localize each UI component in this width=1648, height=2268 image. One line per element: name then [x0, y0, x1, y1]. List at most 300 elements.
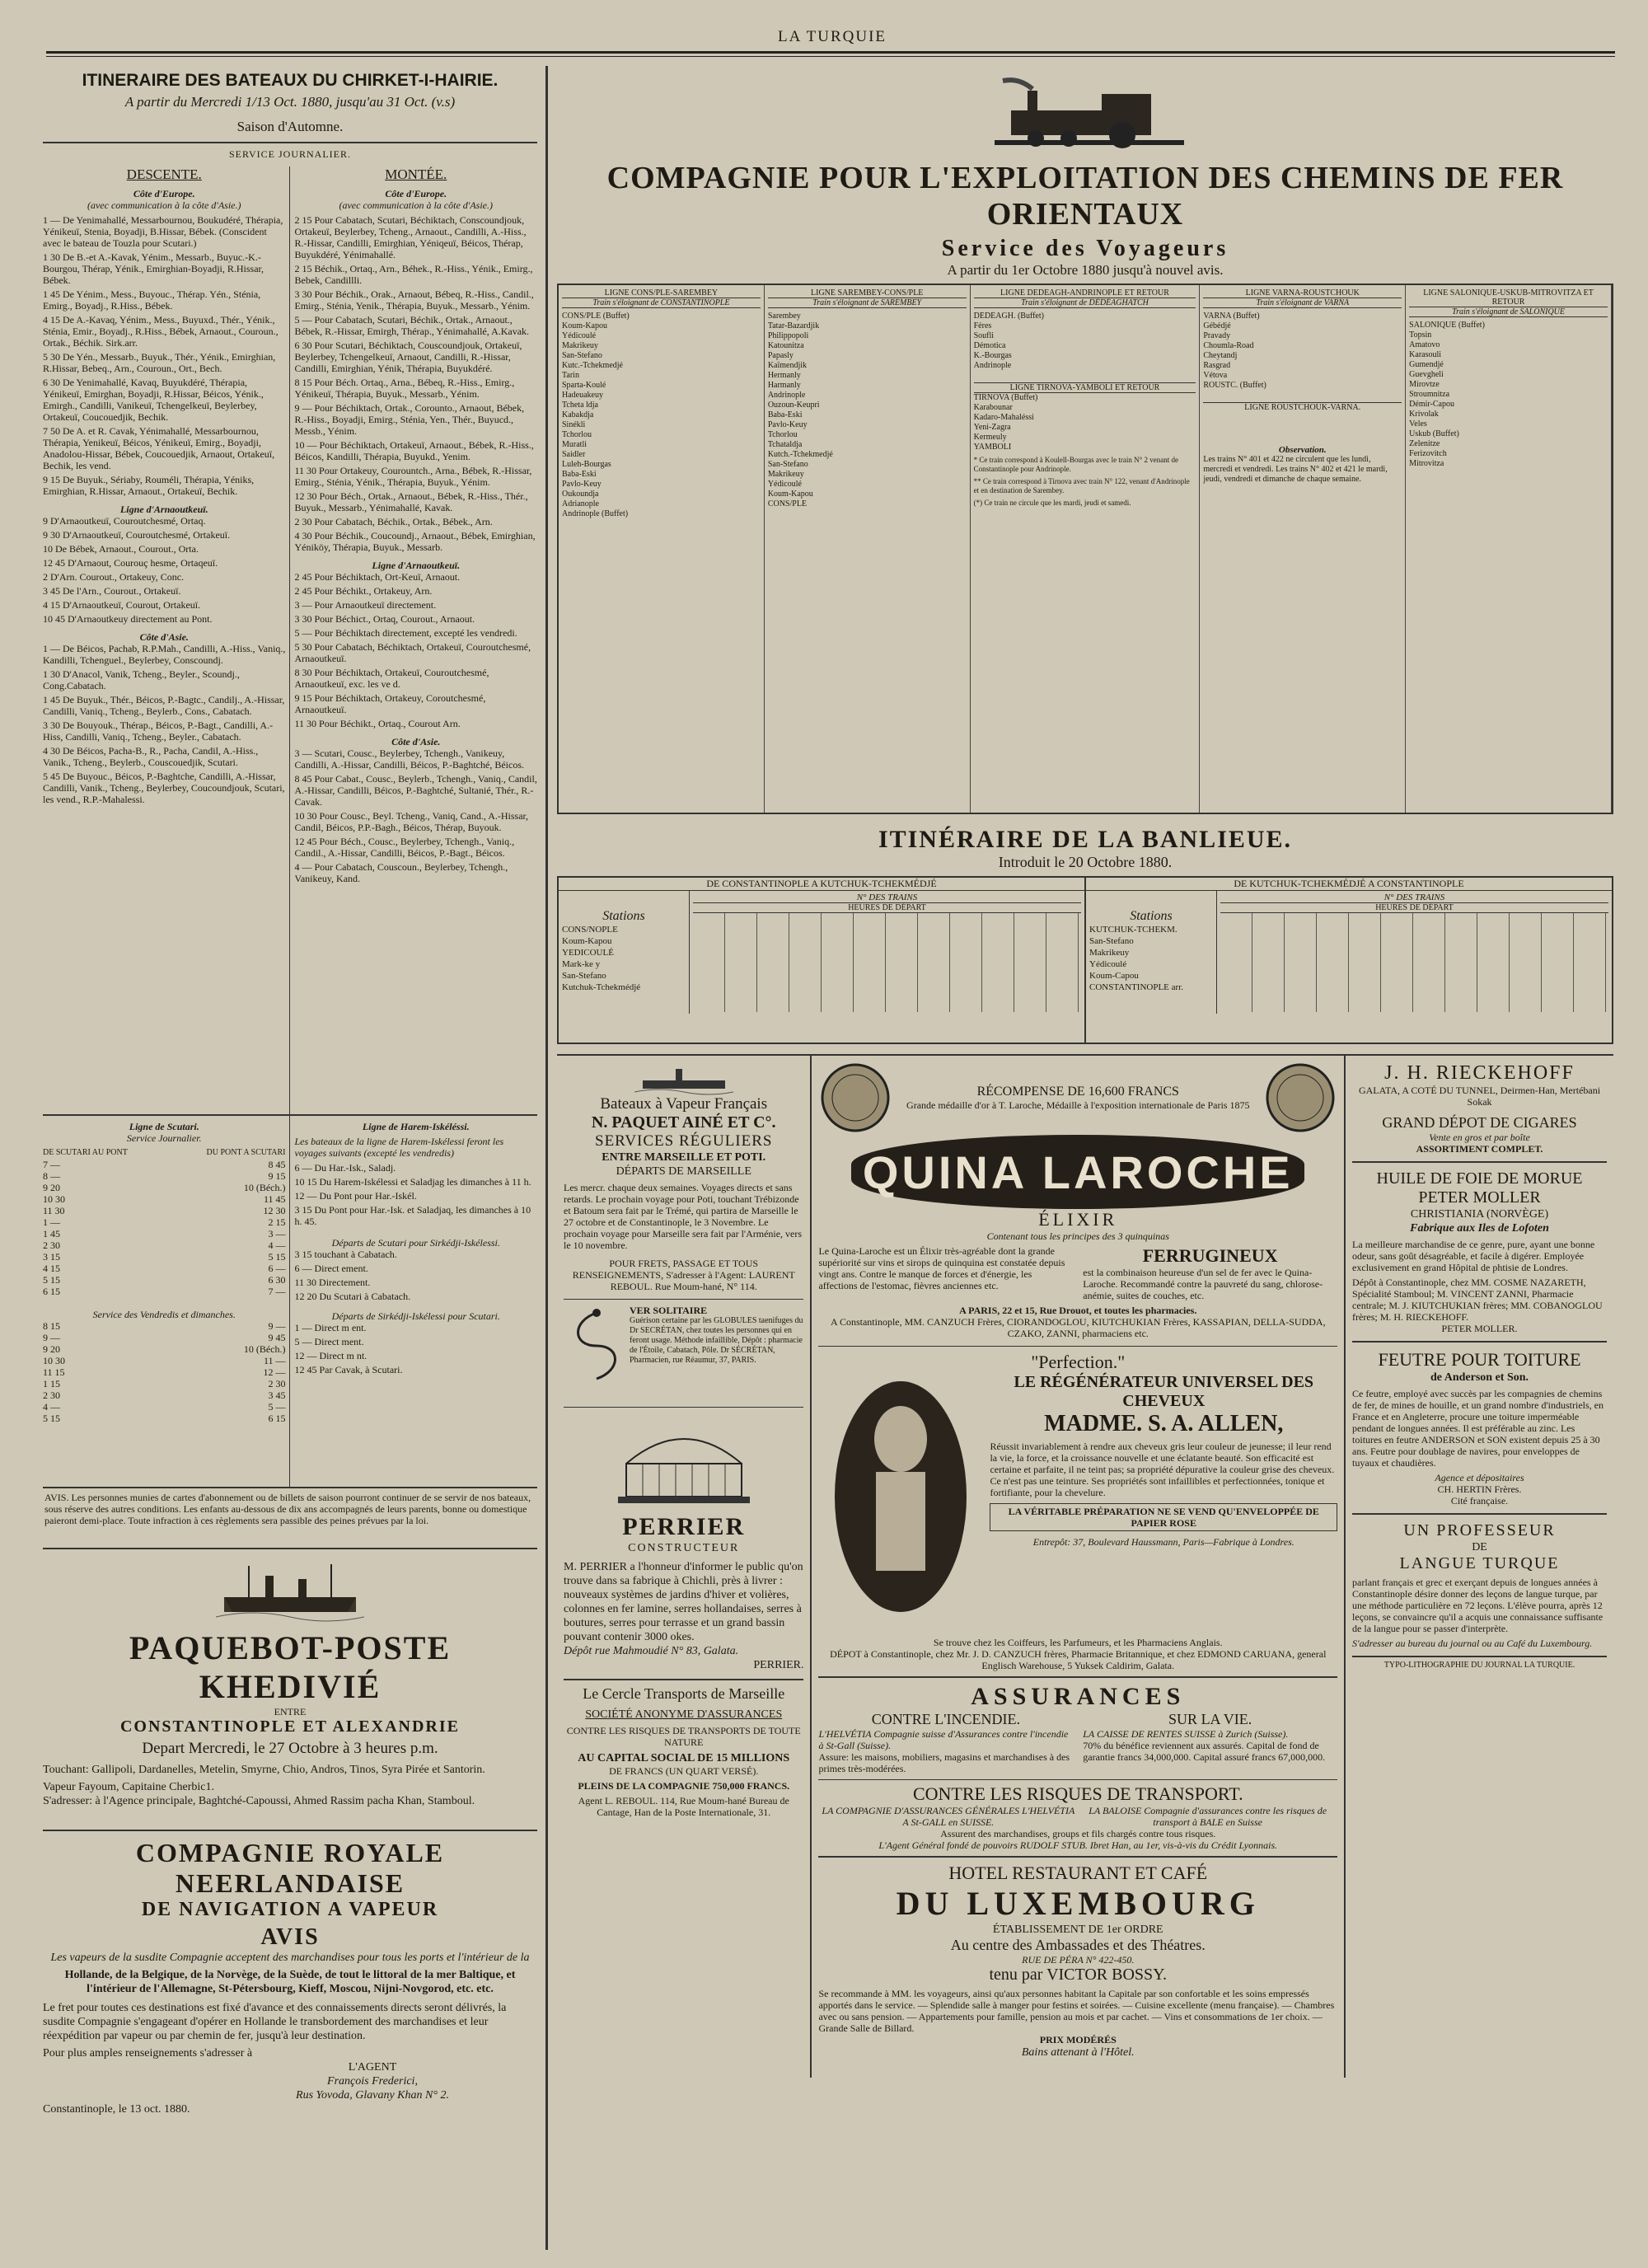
- schedule-entry: 12 — Du Pont pour Har.-Iskél.: [294, 1190, 417, 1202]
- table-cell: 8 15: [43, 1320, 60, 1332]
- table-cell: 5 —: [268, 1401, 286, 1413]
- rail-note: (*) Ce train ne circule que les mardi, jeudi et samedi.: [973, 499, 1131, 507]
- rail-station: Ouzoun-Keupri: [767, 401, 820, 410]
- rail-station: Yédicoulé: [562, 331, 597, 340]
- paquet-title4: ENTRE MARSEILLE ET POTI.: [602, 1151, 766, 1164]
- assur-vie: SUR LA VIE.: [1168, 1711, 1252, 1727]
- neer-text2: Hollande, de la Belgique, de la Norvège, de la Suède, de tout le littoral de la mer Baltique, et l'intérieur de l'Allemagne, St-Pétersbourg, Kieff, Moscou, Nijni-Novgorod, etc. etc.: [64, 1969, 516, 1995]
- schedule-entry: 9 15 De Buyuk., Sériaby, Rouméli, Thérapia, Yéniks, Emirghian, R.Hissar, Arnaout., Ortakeuï, Bechik.: [43, 474, 255, 497]
- banlieue-trains: N° DES TRAINS: [693, 893, 1081, 903]
- rail-station: Karasouli: [1409, 350, 1442, 359]
- schedule-entry: 3 15 Du Pont pour Har.-Isk. et Saladjaq, les dimanches à 10 h. 45.: [294, 1204, 531, 1227]
- schedule-entry: 8 30 Pour Béchiktach, Ortakeuï, Couroutchesmé, Arnaoutkeuï, exc. les ve d.: [294, 667, 489, 690]
- hotel-text: Se recommande à MM. les voyageurs, ainsi qu'aux personnes habitant la Capitale par son confortable et les soins empressés apportés dans le service. — Splendide salle à manger pour festins et soirées. — Cuisine excellente (menu française). — Chambres avec ou sans pension. — Appartements pour famille, pension au mois et par cachet. — Vins et consommations de 1er choix. — Grande Salle de Billard.: [818, 1988, 1335, 2034]
- rail-station: Gumendjé: [1409, 360, 1444, 369]
- schedule-entry: 12 45 D'Arnaout, Courouç hesme, Ortaqeuï.: [43, 557, 218, 569]
- column-divider: [545, 66, 548, 2250]
- woman-portrait-illustration-icon: [818, 1373, 983, 1628]
- rail-station: Uskub (Buffet): [1409, 429, 1459, 438]
- table-cell: 11 30: [43, 1205, 65, 1216]
- khedivie-ad: [43, 1558, 537, 1830]
- table-row: [43, 1332, 286, 1343]
- schedule-entry: 9 — Pour Béchiktach, Ortak., Corounto., Arnaout, Bébek, R.-Hiss., Boyadji, Emirg., Sténia, Yen., Thér., Buyucd., Messb., Yénim.: [294, 402, 525, 437]
- rail-station: San-Stefano: [562, 351, 602, 360]
- rail-station: Amatovo: [1409, 340, 1440, 349]
- schedule-entry: 2 45 Pour Béchikt., Ortakeuy, Arn.: [294, 585, 433, 597]
- table-cell: 6 15: [43, 1286, 60, 1297]
- steamer-icon: [634, 1062, 733, 1095]
- rail-station: Pavlo-Keuy: [562, 480, 602, 489]
- neerlandaise-ad: [43, 1838, 537, 2116]
- schedule-entry: 3 — Pour Arnaoutkeuï directement.: [294, 599, 437, 611]
- schedule-entry: 1 — Direct m ent.: [294, 1322, 367, 1333]
- right-column: [557, 66, 1613, 2258]
- rail-station: Kutch.-Tchekmedjé: [767, 450, 833, 459]
- perrier-title: PERRIER: [622, 1513, 746, 1540]
- m-asie-title: Côte d'Asie.: [391, 736, 441, 747]
- rail-station: Soufli: [973, 331, 995, 340]
- rail-station: Hermanly: [767, 371, 801, 380]
- quina-paris: A PARIS, 22 et 15, Rue Drouot, et toutes les pharmacies.: [959, 1305, 1197, 1316]
- rail-station: Andrinople: [973, 361, 1012, 370]
- assur-title: ASSURANCES: [971, 1683, 1186, 1710]
- rail-line-column: [1406, 285, 1612, 813]
- m-cote-europe-title: Côte d'Europe.: [385, 188, 447, 199]
- rail-station: Yédicoulé: [767, 480, 802, 489]
- rail-station: Démir-Capou: [1409, 400, 1454, 409]
- rail-station: Krivolak: [1409, 410, 1439, 419]
- rsv-title: LIGNE ROUSTCHOUK-VARNA.: [1203, 402, 1402, 412]
- vendredi-title: Service des Vendredis et dimanches.: [92, 1309, 236, 1320]
- schedule-entry: 5 30 De Yén., Messarb., Buyuk., Thér., Yénik., Emirghian, R.Hissar, Bebeq., Arn., Couroun., Ort., Bech.: [43, 351, 276, 374]
- harem-list: [295, 1162, 538, 1227]
- hotel-bains: Bains attenant à l'Hôtel.: [1021, 2046, 1135, 2059]
- schedule-entry: 4 30 Pour Béchik., Coucoundj., Arnaout., Bébek, Emirghian, Yéniköy, Thérapia, Buyuk., Messarb.: [294, 530, 536, 553]
- schedule-entry: 2 45 Pour Béchiktach, Ort-Keuï, Arnaout.: [294, 571, 461, 583]
- rail-station: Oukoundja: [562, 490, 599, 499]
- schedule-entry: 5 30 Pour Cabatach, Béchiktach, Ortakeuï, Couroutchesmé, Arnaoutkeuï.: [294, 641, 531, 664]
- rail-line-title: LIGNE SALONIQUE-USKUB-MITROVITZA ET RETOUR: [1409, 288, 1608, 307]
- quina-contenant: Contenant tous les principes des 3 quinquinas: [986, 1230, 1169, 1242]
- banlieue-station: Kutchuk-Tchekmédjé: [562, 982, 641, 992]
- allen-name: MADME. S. A. ALLEN,: [1044, 1411, 1284, 1436]
- table-row: [43, 1239, 286, 1251]
- feutre-agent: CH. HERTIN Frères.: [1437, 1483, 1522, 1495]
- rail-station: Saidler: [562, 450, 586, 459]
- table-row: [43, 1378, 286, 1389]
- greenhouse-illustration-icon: [610, 1414, 758, 1513]
- banlieue-station: San-Stefano: [562, 971, 606, 981]
- ads-col-a: [557, 1056, 812, 2078]
- rail-title: COMPAGNIE POUR L'EXPLOITATION DES CHEMINS DE FER ORIENTAUX: [606, 161, 1564, 232]
- left-column: [43, 66, 537, 2258]
- risques-title: CONTRE LES RISQUES DE TRANSPORT.: [912, 1783, 1243, 1804]
- quina-right: est la combinaison heureuse d'un sel de fer avec le Quina-Laroche. Recommandé contre la pauvreté du sang, chlorose-anémie, suites de couches, etc.: [1083, 1267, 1323, 1301]
- rail-station: TIRNOVA (Buffet): [973, 393, 1038, 402]
- table-cell: 3 15: [43, 1251, 60, 1263]
- table-row: [43, 1355, 286, 1366]
- rail-station: San-Stefano: [767, 460, 808, 469]
- table-cell: 8 —: [43, 1170, 60, 1182]
- huile-text: La meilleure marchandise de ce genre, pure, ayant une bonne odeur, sans goût désagréable, et facile à digérer. Employée exclusivement en grand Hôpital de phtisie de Londres.: [1352, 1239, 1595, 1273]
- table-row: [43, 1320, 286, 1332]
- harem-title: Ligne de Harem-Iskéléssi.: [362, 1121, 470, 1132]
- schedule-entry: 6 30 Pour Scutari, Béchiktach, Couscoundjouk, Ortakeuï, Beylerbey, Tchengelkeuï, Arnaout, Candilli, R.-Hissar, Candilli, Emirghian, Yénik, Thérapia, Buyukdéré.: [294, 340, 522, 374]
- rail-station: Harmanly: [767, 381, 801, 390]
- rail-line-header: Train s'éloignant de SALONIQUE: [1409, 307, 1608, 317]
- allen-depot: DÉPOT à Constantinople, chez Mr. J. D. CANZUCH frères, Pharmacie Britannique, et chez EDMOND CARUANA, general Englisch Warehouse, 5 Yuksek Caldirim, Galata.: [830, 1648, 1327, 1671]
- schedule-entry: 8 45 Pour Cabat., Cousc., Beylerb., Tchengh., Vaniq., Candil, A.-Hissar, Candilli, Béicos, P.-Baghtché, Sultanié, Thér., R.-Cavak.: [294, 773, 537, 808]
- quina-banner: [851, 1135, 1304, 1209]
- rail-note: * Ce train correspond à Koulell-Bourgas avec le train N° 2 venant de Constantinople pour Andrinople.: [973, 456, 1178, 473]
- rail-station: Tarin: [562, 371, 579, 380]
- risques-right: LA BALOISE Compagnie d'assurances contre les risques de transport à BALE en Suisse: [1089, 1805, 1327, 1828]
- table-row: [43, 1193, 286, 1205]
- quina-header: [818, 1061, 1337, 1135]
- asie-list: [43, 643, 286, 805]
- schedule-entry: 3 30 De Bouyouk., Thérap., Béicos, P.-Bagt., Candilli, A.-Hiss, Candilli, Vaniq., Tcheng., Beyler., Cabatach.: [43, 719, 274, 743]
- sirkedji2-title: Départs de Sirkédji-Iskélessi pour Scutari.: [331, 1310, 500, 1322]
- rail-station: Kutc.-Tchekmedjé: [562, 361, 623, 370]
- hotel-rang: ÉTABLISSEMENT DE 1er ORDRE: [992, 1924, 1163, 1936]
- risques-left: LA COMPAGNIE D'ASSURANCES GÉNÉRALES L'HELVÉTIA A St-GALL en SUISSE.: [822, 1805, 1075, 1828]
- huile-sign: PETER MOLLER.: [1441, 1323, 1518, 1334]
- schedule-entry: 11 30 Pour Ortakeuy, Courountch., Arna., Bébek, R.-Hissar, Emirg., Sténia, Yénik., Thérapia, Buyuk., Yénim.: [294, 465, 532, 488]
- table-cell: 11 15: [43, 1366, 65, 1378]
- sirkedji2-list: [295, 1322, 538, 1375]
- banlieue-heures: HEURES DE DÉPART: [1220, 903, 1608, 913]
- table-cell: 6 30: [268, 1274, 286, 1286]
- rail-line-column: [559, 285, 765, 813]
- schedule-entry: 12 — Direct m nt.: [294, 1350, 368, 1361]
- typo-credit: TYPO-LITHOGRAPHIE DU JOURNAL LA TURQUIE.: [1383, 1661, 1575, 1670]
- schedule-entry: 3 45 De l'Arn., Courout., Ortakeuï.: [43, 585, 181, 597]
- rail-station: Sparta-Koulé: [562, 381, 606, 390]
- rail-station: Baba-Eski: [562, 470, 597, 479]
- table-cell: 10 (Béch.): [243, 1182, 286, 1193]
- rieck-addr: GALATA, A COTÉ DU TUNNEL, Deirmen-Han, Mertébani Sokak: [1358, 1085, 1601, 1108]
- rail-timetable: [557, 284, 1613, 814]
- table-cell: 9 20: [43, 1182, 60, 1193]
- huile-name: PETER MOLLER: [1418, 1188, 1541, 1207]
- allen-body: [818, 1373, 1337, 1637]
- table-cell: 8 45: [268, 1159, 286, 1170]
- table-cell: 11 —: [263, 1355, 286, 1366]
- perrier-subtitle: CONSTRUCTEUR: [628, 1542, 740, 1554]
- rail-station: CONS/PLE (Buffet): [562, 312, 630, 321]
- schedule-entry: 4 30 De Béicos, Pacha-B., R., Pacha, Candil, A.-Hiss., Vanik., Tcheng., Beylerb., Couscouedjik, Scutari.: [43, 745, 259, 768]
- schedule-entry: 1 30 De B.-et A.-Kavak, Yénim., Messarb., Buyuc.-K.-Bourgou, Thérap, Yénik., Emirghian-Boyadji, R.Hissar, Bébek.: [43, 251, 265, 286]
- schedule-entry: 6 — Direct ement.: [294, 1263, 368, 1274]
- rail-station: Démotica: [973, 341, 1006, 350]
- banlieue-station: Koum-Kapou: [562, 936, 612, 946]
- table-row: [43, 1182, 286, 1193]
- quina-body: [818, 1245, 1337, 1301]
- rail-station: Luleh-Bourgas: [562, 460, 611, 469]
- table-row: [43, 1228, 286, 1239]
- khedivie-depart: Depart Mercredi, le 27 Octobre à 3 heures p.m.: [142, 1740, 438, 1757]
- schedule-entry: 1 45 De Buyuk., Thér., Béicos, P.-Bagtc., Candilj., A.-Hissar, Candilli, Vaniq., Tcheng., Beylerb., Cons., Cabatach.: [43, 694, 285, 717]
- feutre-cite: Cité française.: [1450, 1495, 1509, 1507]
- quina-reward: RÉCOMPENSE DE 16,600 FRANCS: [976, 1085, 1179, 1099]
- schedule-entry: 3 — Scutari, Cousc., Beylerbey, Tchengh., Vanikeuy, Candilli, A.-Hissar, Candilli, Béicos, P.-Baghtché, Béicos.: [294, 747, 524, 771]
- montee-note: (avec communication à la côte d'Asie.): [339, 199, 493, 211]
- itinerary-subtitle: A partir du Mercredi 1/13 Oct. 1880, jusqu'au 31 Oct. (v.s): [124, 94, 456, 110]
- quina-elixir: ÉLIXIR: [1038, 1209, 1118, 1230]
- neer-subtitle: DE NAVIGATION A VAPEUR: [141, 1899, 439, 1920]
- hotel-centre: Au centre des Ambassades et des Théatres.: [950, 1937, 1206, 1953]
- rail-line-header: Train s'éloignant de DÉDÉAGHATCH: [974, 298, 1196, 308]
- tirnova-title: LIGNE TIRNOVA-YAMBOLI ET RETOUR: [974, 382, 1196, 393]
- khedivie-vapeur: Vapeur Fayoum, Capitaine Cherbic1.: [43, 1781, 215, 1793]
- table-row: [43, 1216, 286, 1228]
- schedule-entry: 9 30 D'Arnaoutkeuï, Couroutchesmé, Ortakeuï.: [43, 529, 231, 541]
- neer-text3: Le fret pour toutes ces destinations est fixé d'avance et des connaissements directs seront délivrés, la susdite Compagnie s'engageant d'opérer en Hollande le transbordement des marchandises et leur réexpédition par vapeur ou par chemin de fer, jusqu'à leur destination.: [43, 2002, 507, 2042]
- schedule-entry: 12 30 Pour Béch., Ortak., Arnaout., Bébek, R.-Hiss., Thér., Buyuk., Messarb., Yénimahallé, Kavak.: [294, 490, 528, 513]
- banlieue-station: CONSTANTINOPLE arr.: [1089, 982, 1183, 992]
- rail-line-title: LIGNE DEDEAGH-ANDRINOPLE ET RETOUR: [974, 288, 1196, 298]
- cercle-subtitle: SOCIÉTÉ ANONYME D'ASSURANCES: [585, 1708, 783, 1721]
- schedule-entry: 1 — De Yenimahallé, Messarbournou, Boukudéré, Thérapia, Yénikeuï, Stenia, Boyadji, B.Hissar, Bébek. (Conscident avec le bateau de Touzla pour Scutari.): [43, 214, 283, 249]
- assur-body: [818, 1711, 1337, 1774]
- rail-station: Papasly: [767, 351, 794, 360]
- schedule-entry: 9 15 Pour Béchiktach, Ortakeuy, Coroutchesmé, Arnaoutkeuï.: [294, 692, 486, 715]
- ads-col-c: [1346, 1056, 1613, 2078]
- ver-title: VER SOLITAIRE: [630, 1305, 708, 1316]
- rail-station: Féres: [973, 321, 992, 330]
- service-label: SERVICE JOURNALIER.: [228, 148, 352, 160]
- sirkedji-title: Départs de Scutari pour Sirkédji-Iskélessi.: [331, 1237, 500, 1249]
- banlieue-header: DE KUTCHUK-TCHEKMÉDJÉ A CONSTANTINOPLE: [1086, 878, 1612, 891]
- hotel-prix: PRIX MODÉRÉS: [1039, 2034, 1117, 2045]
- perrier-sign: PERRIER.: [753, 1659, 804, 1671]
- table-cell: 7 —: [268, 1286, 286, 1297]
- rail-line-title: LIGNE CONS/PLE-SAREMBEY: [562, 288, 761, 298]
- allen-coif: Se trouve chez les Coiffeurs, les Parfumeurs, et les Pharmaciens Anglais.: [933, 1637, 1223, 1648]
- rail-station: Gébédjé: [1203, 321, 1231, 330]
- rail-station: CONS/PLE: [767, 499, 808, 508]
- quina-ferr: FERRUGINEUX: [1142, 1245, 1278, 1266]
- arnaout-title: Ligne d'Arnaoutkeuï.: [119, 504, 208, 515]
- neer-avis: AVIS: [260, 1924, 320, 1950]
- m-arnaout-list: [295, 571, 538, 729]
- rail-station: Stroumnitza: [1409, 390, 1450, 399]
- rail-station: Baba-Eski: [767, 410, 803, 419]
- schedule-entry: 9 D'Arnaoutkeuï, Couroutchesmé, Ortaq.: [43, 515, 206, 527]
- banlieue-table: [557, 876, 1613, 1044]
- rail-station: Zelenitze: [1409, 439, 1440, 448]
- assur-helv: L'HELVÉTIA Compagnie suisse d'Assurances contre l'incendie à St-Gall (Suisse).: [818, 1728, 1069, 1751]
- arnaout-list: [43, 515, 286, 625]
- feutre-subtitle: de Anderson et Son.: [1430, 1371, 1529, 1384]
- banlieue-header: DE CONSTANTINOPLE A KUTCHUK-TCHEKMÉDJÉ: [559, 878, 1084, 891]
- schedule-entry: 5 — Pour Béchiktach directement, excepté les vendredi.: [294, 627, 517, 639]
- table-cell: 5 15: [43, 1413, 60, 1424]
- stations-label: Stations: [602, 909, 645, 923]
- schedule-entry: 11 30 Pour Béchikt., Ortaq., Courout Arn.: [294, 718, 461, 729]
- rail-station: Tchataldja: [767, 440, 803, 449]
- scutari-subtitle: Service Journalier.: [126, 1132, 202, 1144]
- table-row: [43, 1413, 286, 1424]
- rail-station: Kermeuly: [973, 433, 1007, 442]
- banlieue-station: YEDICOULÉ: [562, 948, 614, 958]
- risques-agent: L'Agent Général fondé de pouvoirs RUDOLF STUB. Ibret Han, au 1er, vis-à-vis du Crédit Lyonnais.: [878, 1839, 1278, 1851]
- scutari-hdr-2: DU PONT A SCUTARI: [206, 1148, 286, 1157]
- banlieue-right: [1086, 878, 1612, 1043]
- table-cell: 6 —: [268, 1263, 286, 1274]
- table-cell: 11 45: [263, 1193, 286, 1205]
- rail-line-title: LIGNE SAREMBEY-CONS/PLE: [768, 288, 967, 298]
- rail-station: Rasgrad: [1203, 361, 1231, 370]
- table-cell: 7 —: [43, 1159, 60, 1170]
- banlieue-left: [559, 878, 1086, 1043]
- table-cell: 12 —: [263, 1366, 286, 1378]
- rail-station: Katounitza: [767, 341, 804, 350]
- huile-title: HUILE DE FOIE DE MORUE: [1376, 1169, 1583, 1188]
- montee-title: MONTÉE.: [385, 166, 447, 182]
- rail-station: Koum-Kapou: [767, 490, 813, 499]
- rail-station: Sinékli: [562, 420, 586, 429]
- schedule-entry: 3 30 Pour Béchict., Ortaq, Courout., Arnaout.: [294, 613, 475, 625]
- schedule-entry: 5 — Pour Cabatach, Scutari, Béchik., Ortak., Arnaout., Bébek, R.-Hissar, Emirgh, Thérap., Yénimahallé, A.Kavak.: [294, 314, 530, 337]
- khedivie-entre: ENTRE: [274, 1706, 307, 1717]
- rail-station: Pravady: [1203, 331, 1231, 340]
- table-cell: 2 30: [268, 1378, 286, 1389]
- rail-station: Mitrovitza: [1409, 459, 1444, 468]
- schedule-entry: 12 20 Du Scutari à Cabatach.: [294, 1291, 411, 1302]
- rail-station: Hadeuakeuy: [562, 391, 603, 400]
- neer-title: COMPAGNIE ROYALE NEERLANDAISE: [135, 1838, 445, 1898]
- paquet-title3: SERVICES RÉGULIERS: [595, 1132, 773, 1150]
- neer-agent: L'AGENT: [348, 2061, 397, 2074]
- rail-station: K.-Bourgas: [973, 351, 1012, 360]
- header-rule-thin: [46, 56, 1615, 57]
- schedule-entry: 4 15 D'Arnaoutkeuï, Courout, Ortakeuï.: [43, 599, 201, 611]
- rieck-assort: ASSORTIMENT COMPLET.: [1416, 1143, 1543, 1155]
- assur-baloise2: 70% du bénéfice reviennent aux assurés. Capital de fond de garantie francs 34,000,000. Capital assuré francs 67,000,000.: [1083, 1740, 1326, 1763]
- table-cell: 4 15: [43, 1263, 60, 1274]
- hotel-tenu: tenu par VICTOR BOSSY.: [989, 1966, 1168, 1984]
- ads-col-b: [812, 1056, 1346, 2078]
- table-row: [43, 1205, 286, 1216]
- rail-station: YAMBOLI: [973, 443, 1012, 452]
- banlieue-grid: [693, 913, 1081, 1012]
- rail-station: Sarembey: [767, 312, 801, 321]
- rail-station: Kabakdja: [562, 410, 594, 419]
- schedule-entry: 1 — De Béicos, Pachab, R.P.Mah., Candilli, A.-Hiss., Vaniq., Kandilli, Tchenguel., Beylerbey, Conscoundj.: [43, 643, 286, 666]
- rail-service: Service des Voyageurs: [941, 236, 1229, 261]
- allen-quote: "Perfection.": [1031, 1352, 1126, 1372]
- rail-line-header: Train s'éloignant de VARNA: [1203, 298, 1402, 308]
- schedule-entry: 10 15 Du Harem-Iskélessi et Saladjag les dimanches à 11 h.: [294, 1176, 531, 1188]
- quina-left: Le Quina-Laroche est un Élixir très-agréable dont la grande supériorité sur vins et sirops de quinquina est constatée depuis vingt ans. Contre le manque de forces et d'énergie, les affections de l'estomac, fièvres anciennes etc.: [818, 1245, 1065, 1291]
- banlieue-station: Koum-Capou: [1089, 971, 1139, 981]
- table-row: [43, 1274, 286, 1286]
- rail-station: VARNA (Buffet): [1203, 312, 1260, 321]
- vendredi-table: [43, 1320, 286, 1424]
- rail-station: Kaïmendjik: [767, 361, 808, 370]
- allen-text: Réussit invariablement à rendre aux cheveux gris leur couleur de jeunesse; il leur rend la vie, la force, et la croissance nouvelle et une éclatante beauté. Son efficacité est certaine et parfaite, il ne teint pas; sa propriété dépurative la couleur grise des cheveux. Ce n'est pas une teinture. Ses propriétés sont infaillibles et perfectionnées, tonique et fortifiante, pour la chevelure.: [990, 1441, 1335, 1498]
- banlieue-station: KUTCHUK-TCHEKM.: [1089, 925, 1177, 935]
- scutari-section: [43, 1116, 290, 1487]
- schedule-entry: 3 30 Pour Béchik., Orak., Arnaout, Bébeq, R.-Hiss., Candil., Emirg., Sténia, Yenik., Thérapia, Buyuk., Messarb., Yénim.: [294, 288, 534, 312]
- schedule-entry: 6 — Du Har.-Isk., Saladj.: [294, 1162, 396, 1174]
- khedivie-title: PAQUEBOT-POSTE KHEDIVIÉ: [129, 1629, 452, 1705]
- rail-station: Tchorlou: [767, 430, 798, 439]
- banlieue-station: Mark-ke y: [562, 959, 601, 969]
- table-row: [43, 1286, 286, 1297]
- prof-addr: S'adresser au bureau du journal ou au Café du Luxembourg.: [1352, 1638, 1593, 1649]
- banlieue-heures: HEURES DE DÉPART: [693, 903, 1081, 913]
- rail-note: ** Ce train correspond à Tirnova avec train N° 122, venant d'Andrinople et en destination de Sarembey.: [973, 477, 1190, 494]
- rail-station: Ferizovitch: [1409, 449, 1447, 458]
- banlieue-station: Makrikeuy: [1089, 948, 1130, 958]
- paquet-depart: DÉPARTS DE MARSEILLE: [616, 1165, 751, 1178]
- table-row: [43, 1159, 286, 1170]
- medal-icon: [818, 1061, 892, 1135]
- rail-station: Andrinople: [767, 391, 806, 400]
- rail-station: Koum-Kapou: [562, 321, 607, 330]
- table-cell: 2 30: [43, 1389, 60, 1401]
- rail-station: Tchorlou: [562, 430, 592, 439]
- header-rule: [46, 51, 1615, 54]
- scutari-table: [43, 1159, 286, 1297]
- schedule-entry: 11 30 Directement.: [294, 1277, 371, 1288]
- risques-body: [818, 1805, 1337, 1828]
- banlieue-grid: [1220, 913, 1608, 1012]
- itinerary-title: ITINERAIRE DES BATEAUX DU CHIRKET-I-HAIRIE.: [82, 71, 499, 90]
- sirkedji-list: [295, 1249, 538, 1302]
- schedule-entry: 12 45 Pour Béch., Cousc., Beylerbey, Tchengh., Vaniq., Candil., A.-Hissar, Candilli, Béicos, P.-Bagt., Béicos.: [294, 836, 515, 859]
- rail-station: Guevgheli: [1409, 370, 1444, 379]
- quina-const: A Constantinople, MM. CANZUCH Frères, CIORANDOGLOU, KIUTCHUKIAN Frères, KASSAPIAN, DELLA-SUDDA, CZAKO, ZANNI, pharmaciens etc.: [830, 1316, 1326, 1339]
- rail-station: Andrinople (Buffet): [562, 509, 629, 518]
- table-cell: 4 —: [268, 1239, 286, 1251]
- schedule-entry: 10 30 Pour Cousc., Beyl. Tcheng., Vaniq, Cand., A.-Hissar, Candil, Béicos, P.P.-Bagh., Béicos, Thérap, Buyouk.: [294, 810, 529, 833]
- table-cell: 9 20: [43, 1343, 60, 1355]
- perrier-text: M. PERRIER a l'honneur d'informer le public qu'on trouve dans sa fabrique à Chichli, près à livrer : nouveaux systèmes de jardins d'hiver et volières, colonnes en fer lamine, serres hollandaises, serres à boutures, serres pour terrasse et un grand bassin pouvant contenir 3000 okes.: [564, 1561, 803, 1643]
- cercle-agent: Agent L. REBOUL. 114, Rue Moum-hané Bureau de Cantage, Han de la Poste Internationale, 31.: [578, 1795, 789, 1818]
- rail-line-column: [971, 285, 1201, 813]
- table-row: [43, 1401, 286, 1413]
- scutari-hdr-1: DE SCUTARI AU PONT: [43, 1148, 128, 1157]
- schedule-entry: 10 45 D'Arnaoutkeuy directement au Pont.: [43, 613, 213, 625]
- locomotive-icon: [978, 69, 1192, 160]
- table-row: [43, 1263, 286, 1274]
- assur-inc: CONTRE L'INCENDIE.: [871, 1711, 1020, 1727]
- ver-text: Guérison certaine par les GLOBULES taenifuges du Dr SECRÉTAN, chez toutes les personnes qui en feront usage. Méthode infaillible, Dépôt : pharmacie de l'Étoile, Cabatach, Pôle. Dr SÉCRÉTAN, Pharmacien, rue Réaumur, 37, PARIS.: [630, 1316, 803, 1365]
- m-asie-list: [295, 747, 538, 884]
- rail-line-header: Train s'éloignant de CONSTANTINOPLE: [562, 298, 761, 308]
- table-cell: 6 15: [268, 1413, 286, 1424]
- avis-notice: AVIS. Les personnes munies de cartes d'abonnement ou de billets de saison pourront continuer de se servir de nos bateaux, sous réserve des autres conditions. Les enfants au-dessous de dix ans accompagnés de leurs parents, bonne ou domestique paieront demi-place. Toute infraction à ces règlements sera passible des peines prévues par la loi.: [44, 1492, 531, 1526]
- schedule-entry: 12 45 Par Cavak, à Scutari.: [294, 1364, 403, 1375]
- risques-text: Assurent des marchandises, groups et fils chargés contre tous risques.: [940, 1828, 1216, 1839]
- table-cell: 10 (Béch.): [243, 1343, 286, 1355]
- neer-agent-name: François Frederici,: [327, 2075, 418, 2088]
- rail-station: ROUSTC. (Buffet): [1203, 381, 1266, 390]
- quina-medal: Grande médaille d'or à T. Laroche, Médaille à l'exposition internationale de Paris 1875: [906, 1099, 1250, 1111]
- rieck-title: J. H. RIECKEHOFF: [1384, 1062, 1575, 1084]
- table-cell: 9 —: [268, 1320, 286, 1332]
- prof-text: parlant français et grec et exerçant depuis de longues années à Constantinople désire donner des leçons de langue turque, par une méthode particulière en 72 leçons. L'élève pourra, après 12 leçons, se convaincre qu'il a acquis une connaissance suffisante de la langue pour se passer d'interprète.: [1352, 1577, 1604, 1634]
- schedule-entry: 4 — Pour Cabatach, Couscoun., Beylerbey, Tchengh., Vanikeuy, Kand.: [294, 861, 508, 884]
- cercle-capital2: DE FRANCS (UN QUART VERSÉ).: [609, 1765, 759, 1777]
- rieck-vente: Vente en gros et par boîte: [1429, 1132, 1530, 1143]
- table-row: [43, 1366, 286, 1378]
- cercle-capital: AU CAPITAL SOCIAL DE 15 MILLIONS: [578, 1752, 790, 1764]
- table-row: [43, 1389, 286, 1401]
